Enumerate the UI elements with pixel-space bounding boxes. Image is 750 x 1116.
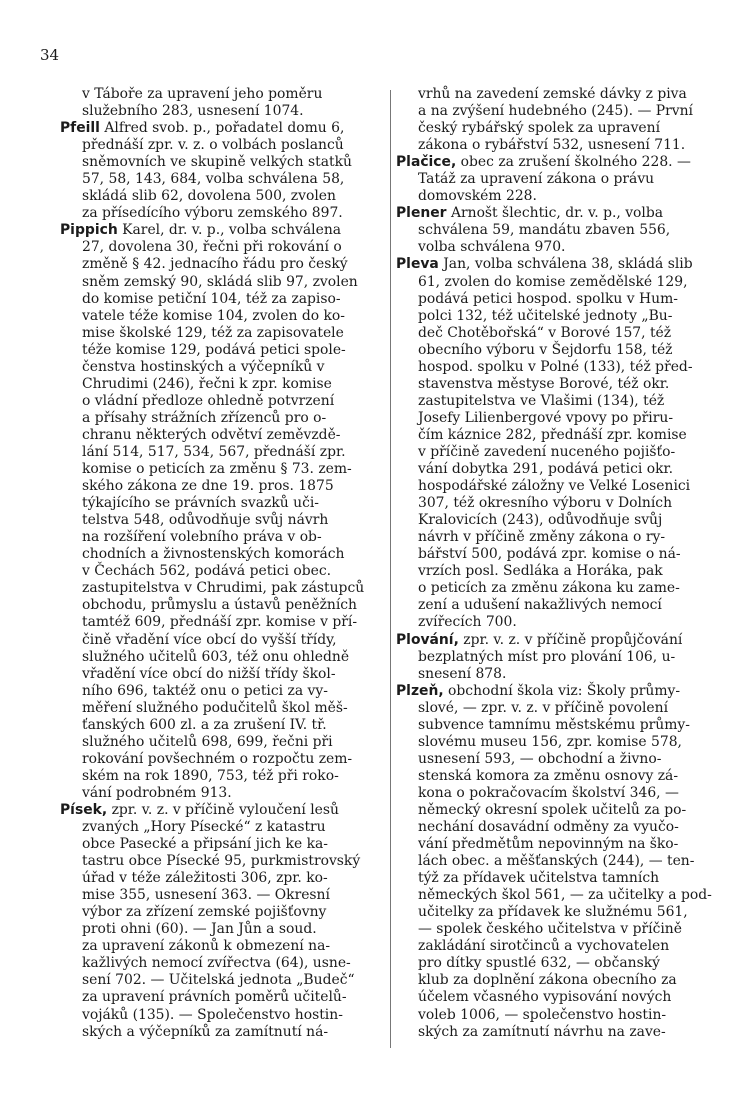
index-text: domovském 228. <box>418 188 537 205</box>
index-text-line <box>60 188 388 205</box>
index-entry-line <box>396 632 712 649</box>
index-text: pro dítky spustlé 632, — občanský <box>418 955 660 972</box>
index-entry-line <box>60 802 388 819</box>
index-text-line <box>396 768 712 785</box>
index-text: nechání dosavádní odměny za vyučo- <box>418 819 679 836</box>
index-text: učitelky za přídavek ke služnému 561, <box>418 904 688 921</box>
index-text: Chrudimi (246), řečni k zpr. komise <box>82 375 332 392</box>
index-text: vojáků (135). — Společenstvo hostin- <box>82 1006 343 1023</box>
index-text-line <box>396 171 712 188</box>
index-text-line <box>60 563 388 580</box>
index-text: stavenstva městyse Borové, též okr. <box>418 375 670 392</box>
index-headword: Pleva <box>396 256 439 273</box>
index-text: zákona o rybářství 532, usnesení 711. <box>418 137 686 154</box>
index-text-line <box>60 137 388 154</box>
index-text-line <box>60 938 388 955</box>
index-text: zvířecích 700. <box>418 614 517 631</box>
index-text: lách obec. a měšťanských (244), — ten- <box>418 853 695 870</box>
index-text: vřadění více obcí do nižší třídy škol- <box>82 665 336 682</box>
index-text: bezplatných míst pro plování 106, u- <box>418 648 676 665</box>
index-entry-line <box>396 683 712 700</box>
index-text: a na zvýšení hudebného (245). — První <box>418 103 694 120</box>
index-text: služebního 283, usnesení 1074. <box>82 103 304 120</box>
index-text-line <box>396 904 712 921</box>
index-text: kona o pokračovacím školství 346, — <box>418 784 679 801</box>
index-text-line <box>60 325 388 342</box>
index-text: Tatáž za upravení zákona o právu <box>418 171 655 188</box>
index-text: vání dobytka 291, podává petici okr. <box>418 461 674 478</box>
index-headword: Plener <box>396 205 447 222</box>
index-text-line <box>60 256 388 273</box>
index-text: v Táboře za upravení jeho poměru <box>82 86 323 102</box>
index-text-line <box>60 751 388 768</box>
index-text: zvaných „Hory Písecké“ z katastru <box>82 819 326 836</box>
index-text: účelem včasného vypisování nových <box>418 989 672 1006</box>
index-text: v Čechách 562, podává petici obec. <box>82 563 332 580</box>
index-text-line <box>60 836 388 853</box>
index-text: stenská komora za změnu osnovy zá- <box>418 767 679 784</box>
index-text-line <box>396 836 712 853</box>
index-text-line <box>396 393 712 410</box>
index-text-line <box>60 597 388 614</box>
index-text: o vládní předloze ohledně potvrzení <box>82 392 335 409</box>
index-text: telstva 548, odůvodňuje svůj návrh <box>82 512 329 529</box>
index-text-line <box>60 103 388 120</box>
index-text: v příčině zavedení nuceného pojišťo- <box>418 443 676 460</box>
index-text: rokování povšechném o rozpočtu zem- <box>82 750 353 767</box>
index-text: voleb 1006, — společenstvo hostin- <box>418 1006 667 1023</box>
index-text-line <box>396 614 712 631</box>
index-text-line <box>396 649 712 666</box>
index-text: ního 696, taktéž onu o petici za vy- <box>82 682 328 699</box>
index-text-line <box>396 734 712 751</box>
index-text: podává petici hospod. spolku v Hum- <box>418 290 678 307</box>
index-text-line <box>396 274 712 291</box>
index-text-line <box>396 1024 712 1041</box>
index-text: skládá slib 62, dovolena 500, zvolen <box>82 188 336 205</box>
index-text: obchodu, průmyslu a ústavů peněžních <box>82 597 357 614</box>
index-text-line <box>60 819 388 836</box>
index-text-line <box>396 222 712 239</box>
index-text-line <box>60 1024 388 1041</box>
index-text-line <box>396 870 712 887</box>
index-text-line <box>60 444 388 461</box>
index-text-line <box>60 955 388 972</box>
index-text-line <box>396 666 712 683</box>
column-divider <box>390 90 391 1048</box>
index-text: Josefy Lilienbergové vpovy po přiru- <box>418 409 674 426</box>
left-column <box>60 86 388 1041</box>
index-text-line <box>60 972 388 989</box>
index-text-line <box>60 461 388 478</box>
index-text: Alfred svob. p., pořadatel domu 6, <box>104 120 345 137</box>
index-text-line <box>60 683 388 700</box>
index-text-line <box>60 649 388 666</box>
index-text: sněmovních ve skupině velkých statků <box>82 154 352 171</box>
index-text-line <box>60 785 388 802</box>
index-text-line <box>60 853 388 870</box>
index-text: o peticích za změnu zákona ku zame- <box>418 580 680 597</box>
index-text: tamtéž 609, přednáší zpr. komise v pří- <box>82 614 358 631</box>
index-entry-line <box>396 154 712 171</box>
index-text: německých škol 561, — za učitelky a pod- <box>418 887 712 904</box>
index-text-line <box>60 717 388 734</box>
index-text-line <box>60 376 388 393</box>
index-text-line <box>396 86 712 103</box>
index-headword: Plačice, <box>396 154 457 171</box>
index-text-line <box>396 597 712 614</box>
index-text-line <box>396 887 712 904</box>
index-text: návrh v příčině změny zákona o ry- <box>418 529 666 546</box>
index-text-line <box>396 410 712 427</box>
index-text: sení 702. — Učitelská jednota „Budeč“ <box>82 972 355 989</box>
index-text: čenstva hostinských a výčepníků v <box>82 358 325 375</box>
index-text-line <box>396 717 712 734</box>
index-text: a přísahy strážních zřízenců pro o- <box>82 409 327 426</box>
index-text-line <box>60 274 388 291</box>
index-text-line <box>396 853 712 870</box>
index-text: proti ohni (60). — Jan Jůn a soud. <box>82 921 317 938</box>
index-text: 61, zvolen do komise zemědělské 129, <box>418 273 688 290</box>
index-text-line <box>396 751 712 768</box>
index-text-line <box>60 700 388 717</box>
index-text: snesení 878. <box>418 665 507 682</box>
index-text: ťanských 600 zl. a za zrušení IV. tř. <box>82 716 327 733</box>
index-text: komise o peticích za změnu § 73. zem- <box>82 461 352 478</box>
index-text-line <box>60 546 388 563</box>
index-text: měření služného podučitelů škol měš- <box>82 699 348 716</box>
index-headword: Plzeň, <box>396 682 444 699</box>
index-text-line <box>60 887 388 904</box>
index-entry-line <box>60 222 388 239</box>
index-text-line <box>60 393 388 410</box>
index-headword: Pippich <box>60 222 118 239</box>
index-text-line <box>60 1007 388 1024</box>
index-text: deč Chotěbořská“ v Borové 157, též <box>418 324 672 341</box>
index-text-line <box>60 154 388 171</box>
index-text: na rozšíření volebního práva v ob- <box>82 529 322 546</box>
index-text-line <box>60 171 388 188</box>
index-text-line <box>396 802 712 819</box>
index-entry-line <box>60 120 388 137</box>
index-entry-line <box>396 256 712 273</box>
index-text-line <box>396 700 712 717</box>
index-text-line <box>60 666 388 683</box>
index-text: 27, dovolena 30, řečni při rokování o <box>82 239 342 256</box>
index-text-line <box>396 376 712 393</box>
index-text: ských za zamítnutí návrhu na zave- <box>418 1023 666 1040</box>
index-text-line <box>396 529 712 546</box>
index-text: tastru obce Písecké 95, purkmistrovský <box>82 853 361 870</box>
index-headword: Plování, <box>396 631 459 648</box>
index-text-line <box>60 291 388 308</box>
index-text-line <box>396 563 712 580</box>
index-text-line <box>60 410 388 427</box>
index-text-line <box>396 120 712 137</box>
index-text-line <box>60 921 388 938</box>
index-text-line <box>396 308 712 325</box>
index-text: volba schválena 970. <box>418 239 566 256</box>
index-text: mise 355, usnesení 363. — Okresní <box>82 887 330 904</box>
index-text: sněm zemský 90, skládá slib 97, zvolen <box>82 273 358 290</box>
index-text: chranu některých odvětví zeměvzdě- <box>82 426 341 443</box>
index-text-line <box>396 461 712 478</box>
index-text: bářství 500, podává zpr. komise o ná- <box>418 546 681 563</box>
index-text: Arnošt šlechtic, dr. v. p., volba <box>450 205 664 222</box>
index-text: služného učitelů 698, 699, řečni při <box>82 733 333 750</box>
index-text: 307, též okresního výboru v Dolních <box>418 495 673 512</box>
index-text-line <box>396 989 712 1006</box>
index-text: obce Pasecké a připsání jich ke ka- <box>82 836 328 853</box>
index-text: 57, 58, 143, 684, volba schválena 58, <box>82 171 345 188</box>
index-text: usnesení 593, — obchodní a živno- <box>418 750 662 767</box>
index-text: lání 514, 517, 534, 567, přednáší zpr. <box>82 443 346 460</box>
index-text-line <box>396 921 712 938</box>
index-text: zení a udušení nakažlivých nemocí <box>418 597 662 614</box>
index-headword: Pfeill <box>60 120 100 137</box>
index-text-line <box>60 359 388 376</box>
index-text-line <box>396 325 712 342</box>
index-text-line <box>396 785 712 802</box>
index-text-line <box>60 239 388 256</box>
index-text-line <box>396 291 712 308</box>
index-text: obec za zrušení školného 228. — <box>460 154 691 171</box>
index-text-line <box>60 768 388 785</box>
index-text: čině vřadění více obcí do vyšší třídy, <box>82 631 337 648</box>
index-text: mise školské 129, též za zapisovatele <box>82 324 344 341</box>
index-text: slovému museu 156, zpr. komise 578, <box>418 733 682 750</box>
index-text: výbor za zřízení zemské pojišťovny <box>82 904 327 921</box>
index-text-line <box>60 870 388 887</box>
index-text-line <box>396 955 712 972</box>
index-text: Karel, dr. v. p., volba schválena <box>122 222 342 239</box>
index-headword: Písek, <box>60 801 108 818</box>
index-text: vatele téže komise 104, zvolen do ko- <box>82 307 345 324</box>
right-column <box>396 86 712 1041</box>
page-number: 34 <box>40 46 60 64</box>
index-text: za přísedícího výboru zemského 897. <box>82 205 343 222</box>
index-text: Kralovicích (243), odůvodňuje svůj <box>418 512 663 529</box>
index-text-line <box>396 359 712 376</box>
index-text: týž za přídavek učitelstva tamních <box>418 870 660 887</box>
index-text: český rybářský spolek za upravení <box>418 120 661 137</box>
index-text-line <box>396 239 712 256</box>
index-text-line <box>60 86 388 103</box>
index-text: téže komise 129, podává petici spole- <box>82 341 346 358</box>
index-text-line <box>60 632 388 649</box>
index-text-line <box>60 989 388 1006</box>
index-text: hospodářské záložny ve Velké Losenici <box>418 478 691 495</box>
index-text-line <box>396 938 712 955</box>
index-text: kažlivých nemocí zvířectva (64), usne- <box>82 955 351 972</box>
index-text-line <box>396 103 712 120</box>
index-text: chodních a živnostenských komorách <box>82 546 345 563</box>
index-text-line <box>60 427 388 444</box>
index-text: — spolek českého učitelstva v příčině <box>418 921 682 938</box>
index-text-line <box>60 529 388 546</box>
index-text-line <box>60 580 388 597</box>
index-text: vrhů na zavedení zemské dávky z piva <box>418 86 687 102</box>
index-text: subvence tamnímu městskému průmy- <box>418 716 690 733</box>
index-text-line <box>396 188 712 205</box>
index-text-line <box>60 308 388 325</box>
index-text: vrzích posl. Sedláka a Horáka, pak <box>418 563 663 580</box>
index-text: přednáší zpr. v. z. o volbách poslanců <box>82 137 344 154</box>
index-text-line <box>60 495 388 512</box>
index-text-line <box>60 512 388 529</box>
index-text-line <box>396 580 712 597</box>
index-text-line <box>396 478 712 495</box>
index-text-line <box>396 1007 712 1024</box>
index-text: zpr. v. z. v příčině vyloučení lesů <box>111 801 339 818</box>
index-text-line <box>396 546 712 563</box>
index-text: změně § 42. jednacího řádu pro český <box>82 256 348 273</box>
index-text: hospod. spolku v Polné (133), též před- <box>418 358 693 375</box>
index-text-line <box>396 512 712 529</box>
index-text: Jan, volba schválena 38, skládá slib <box>443 256 693 273</box>
index-text: ských a výčepníků za zamítnutí ná- <box>82 1023 329 1040</box>
index-text: za upravení zákonů k obmezení na- <box>82 938 331 955</box>
index-text: ského zákona ze dne 19. pros. 1875 <box>82 478 334 495</box>
index-text-line <box>396 342 712 359</box>
index-text: schválena 59, mandátu zbaven 556, <box>418 222 671 239</box>
index-text: obecního výboru v Šejdorfu 158, též <box>418 341 673 358</box>
index-text: zastupitelstva v Chrudimi, pak zástupců <box>82 580 365 597</box>
index-text: úřad v téže záležitosti 306, zpr. ko- <box>82 870 328 887</box>
index-text: německý okresní spolek učitelů za po- <box>418 801 687 818</box>
index-text: obchodní škola viz: Školy průmy- <box>448 682 681 699</box>
index-text: polci 132, též učitelské jednoty „Bu- <box>418 307 673 324</box>
index-text: za upravení právních poměrů učitelů- <box>82 989 347 1006</box>
index-text: zpr. v. z. v příčině propůjčování <box>463 631 683 648</box>
index-text-line <box>396 819 712 836</box>
index-text-line <box>60 904 388 921</box>
index-text: zastupitelstva ve Vlašimi (134), též <box>418 392 665 409</box>
index-text: služného učitelů 603, též onu ohledně <box>82 648 350 665</box>
index-text: slové, — zpr. v. z. v příčině povolení <box>418 699 669 716</box>
index-text: vání předmětům nepovinným na ško- <box>418 836 679 853</box>
index-text: ském na rok 1890, 753, též při roko- <box>82 767 339 784</box>
index-text: týkajícího se právních svazků uči- <box>82 495 319 512</box>
index-text: čím káznice 282, přednáší zpr. komise <box>418 426 687 443</box>
index-entry-line <box>396 205 712 222</box>
index-text-line <box>60 478 388 495</box>
index-text-line <box>396 427 712 444</box>
index-text: do komise petiční 104, též za zapiso- <box>82 290 341 307</box>
index-text: zakládání sirotčinců a vychovatelen <box>418 938 670 955</box>
index-text-line <box>60 342 388 359</box>
index-text-line <box>60 734 388 751</box>
index-text-line <box>396 137 712 154</box>
index-text-line <box>396 972 712 989</box>
index-text-line <box>396 495 712 512</box>
index-text: klub za doplnění zákona obecního za <box>418 972 677 989</box>
index-text-line <box>396 444 712 461</box>
index-text-line <box>60 614 388 631</box>
index-text-line <box>60 205 388 222</box>
index-text: vání podrobném 913. <box>82 784 232 801</box>
